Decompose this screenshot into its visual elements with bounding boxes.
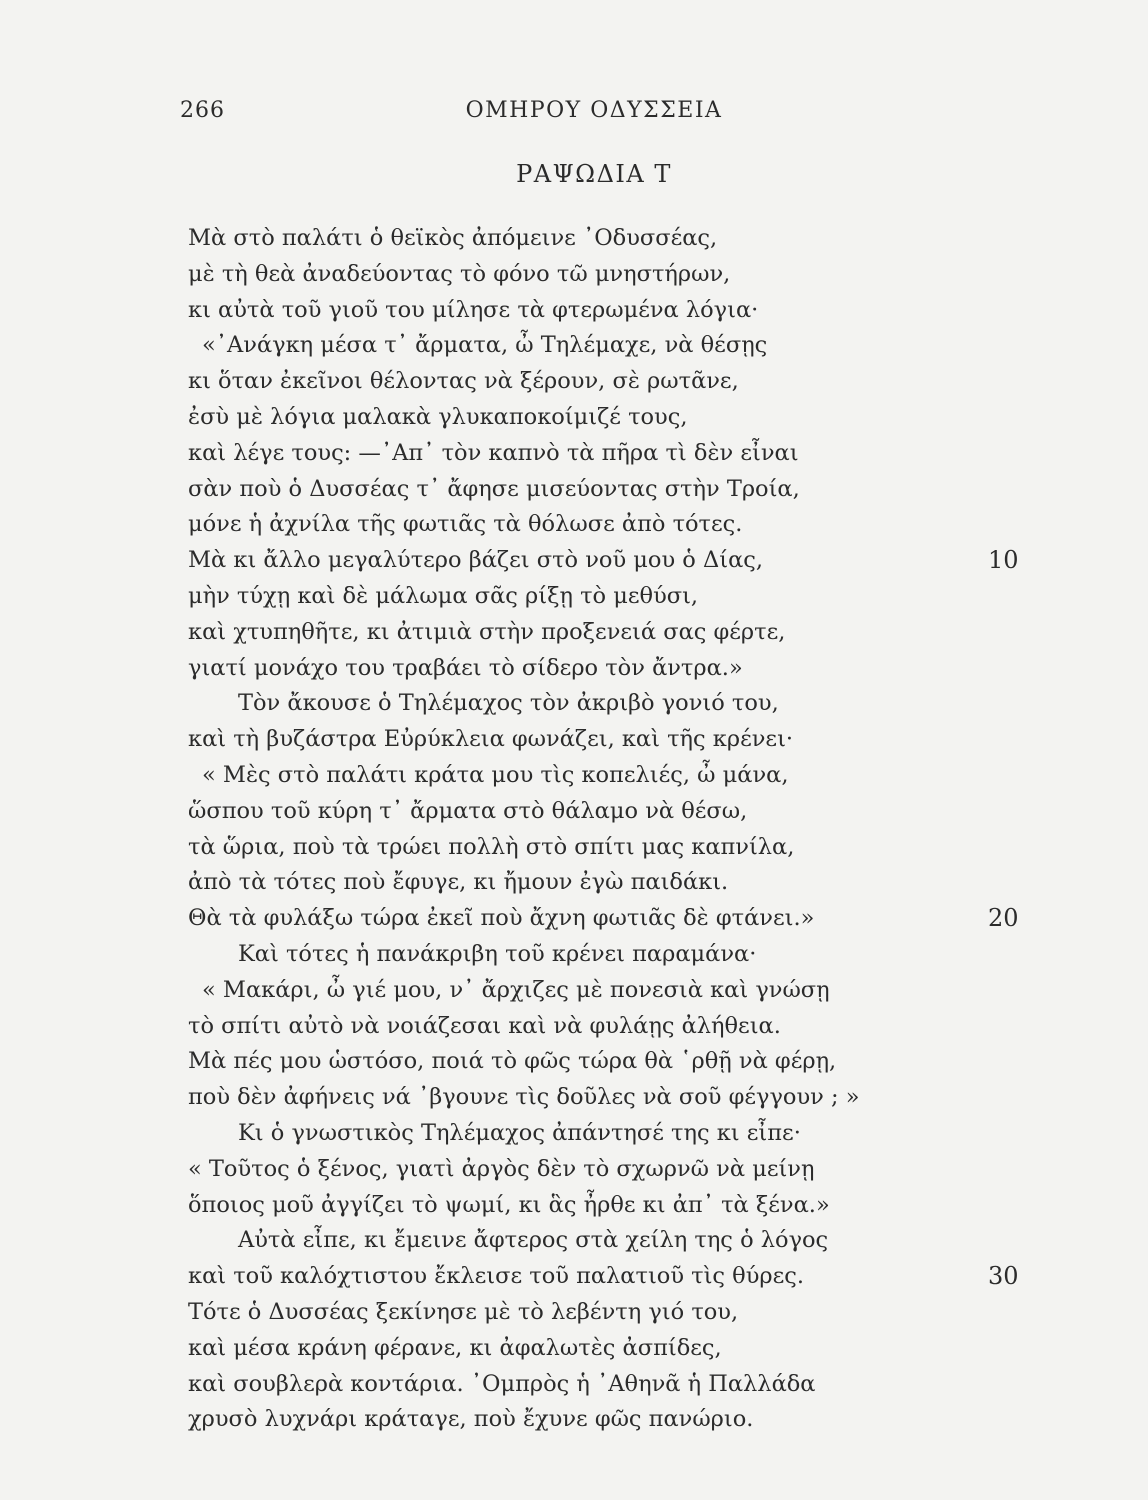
verse-text: Κι ὁ γνωστικὸς Τηλέμαχος ἀπάντησέ της κι εἶπε· xyxy=(238,1119,801,1146)
verse-line xyxy=(188,1223,1048,1259)
verse-text: καὶ λέγε τους: —᾿Απ᾿ τὸν καπνὸ τὰ πῆρα τὶ δὲν εἶναι xyxy=(188,439,799,466)
verse-text: γιατί μονάχο του τραβάει τὸ σίδερο τὸν ἄντρα.» xyxy=(188,654,743,681)
verse-line xyxy=(188,472,1048,508)
verse-line xyxy=(188,1116,1048,1152)
verse-text: Μὰ κι ἄλλο μεγαλύτερο βάζει στὸ νοῦ μου ὁ Δίας, xyxy=(188,547,764,574)
verse-line xyxy=(188,364,1048,400)
verse-line xyxy=(188,830,1048,866)
verse-text: καὶ μέσα κράνη φέρανε, κι ἀφαλωτὲς ἀσπίδες, xyxy=(188,1334,722,1361)
verse-text: καὶ χτυπηθῆτε, κι ἀτιμιὰ στὴν προξενειά σας φέρτε, xyxy=(188,618,786,645)
verse-line xyxy=(188,579,1048,615)
verse-line xyxy=(188,328,1048,364)
verse-text: ἐσὺ μὲ λόγια μαλακὰ γλυκαποκοίμιζέ τους, xyxy=(188,403,688,430)
verse-text: καὶ τὴ βυζάστρα Εὐρύκλεια φωνάζει, καὶ τῆς κρένει· xyxy=(188,726,794,753)
running-head: ΟΜΗΡΟΥ ΟΔΥΣΣΕΙΑ xyxy=(465,98,723,123)
verse-line xyxy=(188,651,1048,687)
verse-line xyxy=(188,615,1048,651)
verse-line xyxy=(188,865,1048,901)
verse-line xyxy=(188,257,1048,293)
verse-line xyxy=(188,1367,1048,1403)
verse-line xyxy=(188,1009,1048,1045)
page-number: 266 xyxy=(180,98,225,123)
verse-line xyxy=(188,758,1048,794)
verse-text: Μὰ στὸ παλάτι ὁ θεϊκὸς ἀπόμεινε ᾿Οδυσσέας, xyxy=(188,225,718,251)
verse-line xyxy=(188,1295,1048,1331)
verse-line xyxy=(188,1152,1048,1188)
verse-text: « Μακάρι, ὦ γιέ μου, ν᾿ ἄρχιζες μὲ πονεσιὰ καὶ γνώσῃ xyxy=(202,976,830,1003)
verse-text: ὅποιος μοῦ ἀγγίζει τὸ ψωμί, κι ἃς ἦρθε κι ἀπ᾿ τὰ ξένα.» xyxy=(188,1191,830,1218)
verse-text: Μὰ πές μου ὡστόσο, ποιά τὸ φῶς τώρα θὰ ῾ρθῇ νὰ φέρῃ, xyxy=(188,1048,837,1075)
verse-text: μόνε ἡ ἀχνίλα τῆς φωτιᾶς τὰ θόλωσε ἀπὸ τότες. xyxy=(188,511,743,538)
verse-line xyxy=(188,686,1048,722)
verse-text: χρυσὸ λυχνάρι κράταγε, ποὺ ἔχυνε φῶς πανώριο. xyxy=(188,1406,754,1433)
verse-text: κι αὐτὰ τοῦ γιοῦ του μίλησε τὰ φτερωμένα λόγια· xyxy=(188,296,759,323)
verse-line xyxy=(188,794,1048,830)
verse-line xyxy=(188,973,1048,1009)
verse-text: Τὸν ἄκουσε ὁ Τηλέμαχος τὸν ἀκριβὸ γονιό του, xyxy=(238,690,779,717)
line-number: 20 xyxy=(988,904,1019,933)
verse-line xyxy=(188,1044,1048,1080)
verse-line xyxy=(188,1188,1048,1224)
verse-text: « Μὲς στὸ παλάτι κράτα μου τὶς κοπελιές, ὦ μάνα, xyxy=(202,761,789,788)
line-number: 10 xyxy=(988,546,1019,575)
verse-text: Αὐτὰ εἶπε, κι ἔμεινε ἄφτερος στὰ χείλη της ὁ λόγος xyxy=(238,1227,829,1254)
verse-line xyxy=(188,937,1048,973)
verse-line xyxy=(188,293,1048,329)
verse-block xyxy=(188,221,1048,1438)
verse-text: Θὰ τὰ φυλάξω τώρα ἐκεῖ ποὺ ἄχνη φωτιᾶς δὲ φτάνει.» xyxy=(188,905,815,932)
verse-text: ἀπὸ τὰ τότες ποὺ ἔφυγε, κι ἤμουν ἐγὼ παιδάκι. xyxy=(188,869,729,896)
verse-text: τὸ σπίτι αὐτὸ νὰ νοιάζεσαι καὶ νὰ φυλάῃς ἀλήθεια. xyxy=(188,1012,781,1039)
rhapsody-title: ΡΑΨΩΔΙΑ Τ xyxy=(516,160,672,188)
verse-text: « Τοῦτος ὁ ξένος, γιατὶ ἀργὸς δὲν τὸ σχωρνῶ νὰ μείνῃ xyxy=(188,1155,815,1182)
verse-text: τὰ ὥρια, ποὺ τὰ τρώει πολλὴ στὸ σπίτι μας καπνίλα, xyxy=(188,833,795,860)
verse-text: κι ὅταν ἐκεῖνοι θέλοντας νὰ ξέρουν, σὲ ρωτᾶνε, xyxy=(188,368,739,395)
verse-text: «᾿Ανάγκη μέσα τ᾿ ἄρματα, ὦ Τηλέμαχε, νὰ θέσῃς xyxy=(202,332,768,359)
line-number: 30 xyxy=(988,1262,1019,1291)
verse-text: μὴν τύχῃ καὶ δὲ μάλωμα σᾶς ρίξῃ τὸ μεθύσι, xyxy=(188,582,699,609)
verse-line xyxy=(188,1259,1048,1295)
verse-line xyxy=(188,400,1048,436)
verse-line xyxy=(188,221,1048,257)
verse-text: μὲ τὴ θεὰ ἀναδεύοντας τὸ φόνο τῶ μνηστήρων, xyxy=(188,260,731,287)
verse-text: καὶ σουβλερὰ κοντάρια. ᾿Ομπρὸς ἡ ᾿Αθηνᾶ ἡ Παλλάδα xyxy=(188,1370,816,1397)
verse-line xyxy=(188,722,1048,758)
verse-line xyxy=(188,436,1048,472)
verse-line xyxy=(188,901,1048,937)
verse-text: καὶ τοῦ καλόχτιστου ἔκλεισε τοῦ παλατιοῦ τὶς θύρες. xyxy=(188,1263,805,1290)
verse-line xyxy=(188,1331,1048,1367)
verse-line xyxy=(188,543,1048,579)
verse-line xyxy=(188,1080,1048,1116)
verse-text: ὥσπου τοῦ κύρη τ᾿ ἄρματα στὸ θάλαμο νὰ θέσω, xyxy=(188,797,748,824)
verse-line xyxy=(188,1402,1048,1438)
verse-text: ποὺ δὲν ἀφήνεις νά ᾿βγουνε τὶς δοῦλες νὰ σοῦ φέγγουν ; » xyxy=(188,1084,860,1111)
verse-text: Καὶ τότες ἡ πανάκριβη τοῦ κρένει παραμάνα· xyxy=(238,940,757,967)
verse-text: Τότε ὁ Δυσσέας ξεκίνησε μὲ τὸ λεβέντη γιό του, xyxy=(188,1298,739,1325)
verse-text: σὰν ποὺ ὁ Δυσσέας τ᾿ ἄφησε μισεύοντας στὴν Τροία, xyxy=(188,475,800,502)
verse-line xyxy=(188,507,1048,543)
